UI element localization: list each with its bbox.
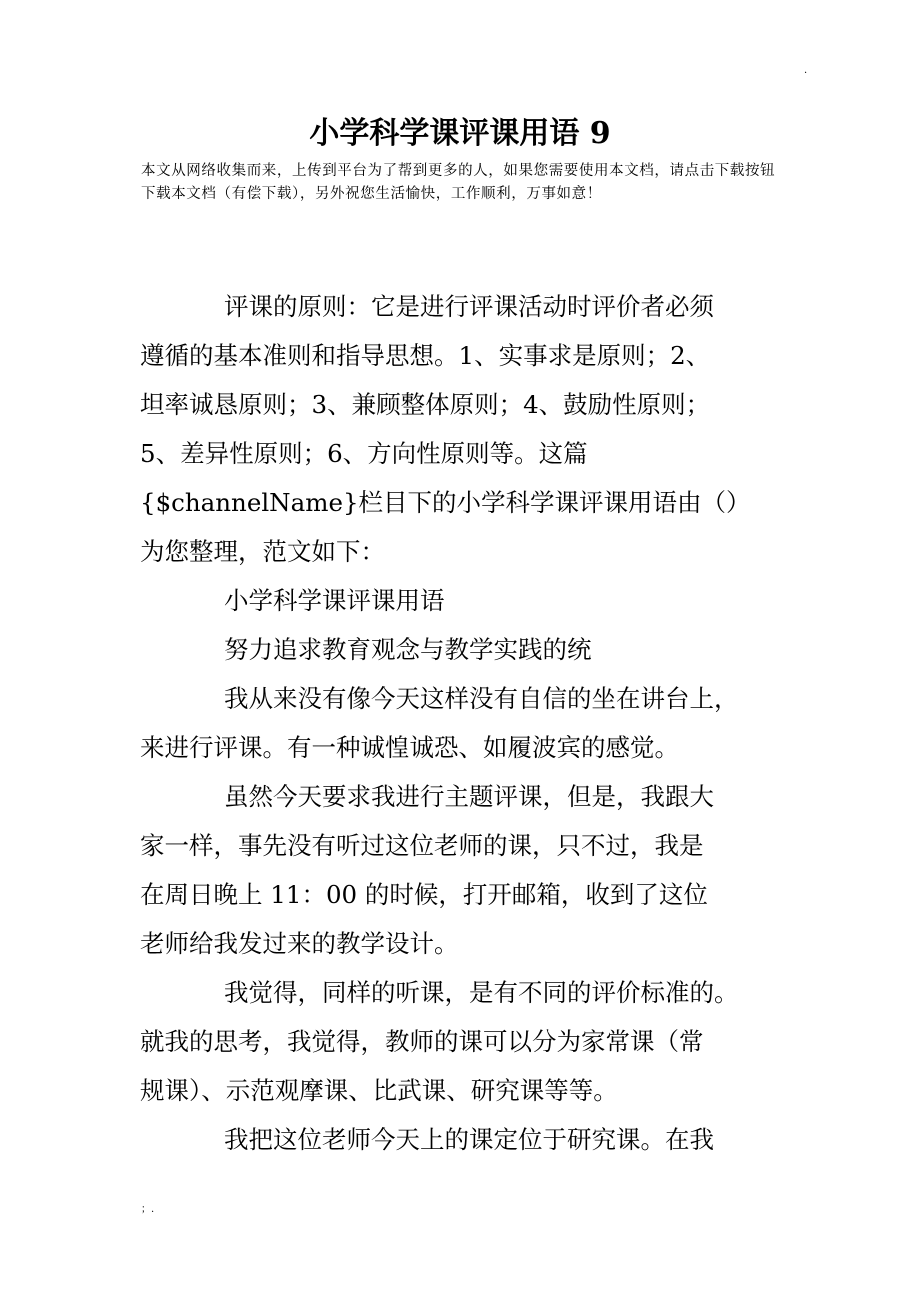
paragraph-line: 来进行评课。有一种诚惶诚恐、如履波宾的感觉。 [140,733,679,762]
paragraph-line: 家一样，事先没有听过这位老师的课，只不过，我是 [140,831,704,860]
paragraph-line: 评课的原则：它是进行评课活动时评价者必须 [224,292,714,321]
header-corner-mark: . [804,65,808,76]
paragraph-line: 虽然今天要求我进行主题评课，但是，我跟大 [224,782,714,811]
paragraph-line: 在周日晚上 11：00 的时候，打开邮箱，收到了这位 [140,880,708,909]
paragraph-line: 坦率诚恳原则；3、兼顾整体原则；4、鼓励性原则； [140,390,711,419]
paragraph-line: 为您整理，范文如下： [140,537,385,566]
paragraph-line: 遵循的基本准则和指导思想。1、实事求是原则；2、 [140,341,711,370]
paragraph-line: {$channelName}栏目下的小学科学课评课用语由（） [140,488,751,517]
paragraph-line: 就我的思考，我觉得，教师的课可以分为家常课（常 [140,1027,704,1056]
section-subheading: 努力追求教育观念与教学实践的统 [224,635,592,664]
section-heading: 小学科学课评课用语 [224,586,445,615]
paragraph-line: 老师给我发过来的教学设计。 [140,929,459,958]
paragraph-line: 我觉得，同样的听课，是有不同的评价标准的。 [224,978,739,1007]
paragraph-line: 我从来没有像今天这样没有自信的坐在讲台上， [224,684,739,713]
paragraph-line: 我把这位老师今天上的课定位于研究课。在我 [224,1125,714,1154]
document-body [140,282,790,1164]
download-notice: 本文从网络收集而来，上传到平台为了帮到更多的人，如果您需要使用本文档，请点击下载按钮下载本文档（有偿下载），另外祝您生活愉快，工作顺利，万事如意！ [141,163,776,202]
paragraph-line: 规课）、示范观摩课、比武课、研究课等等。 [140,1076,618,1105]
paragraph-line: 5、差异性原则；6、方向性原则等。这篇 [140,439,588,468]
footer-mark: ；. [141,1204,155,1215]
document-title: 小学科学课评课用语 9 [309,116,611,151]
